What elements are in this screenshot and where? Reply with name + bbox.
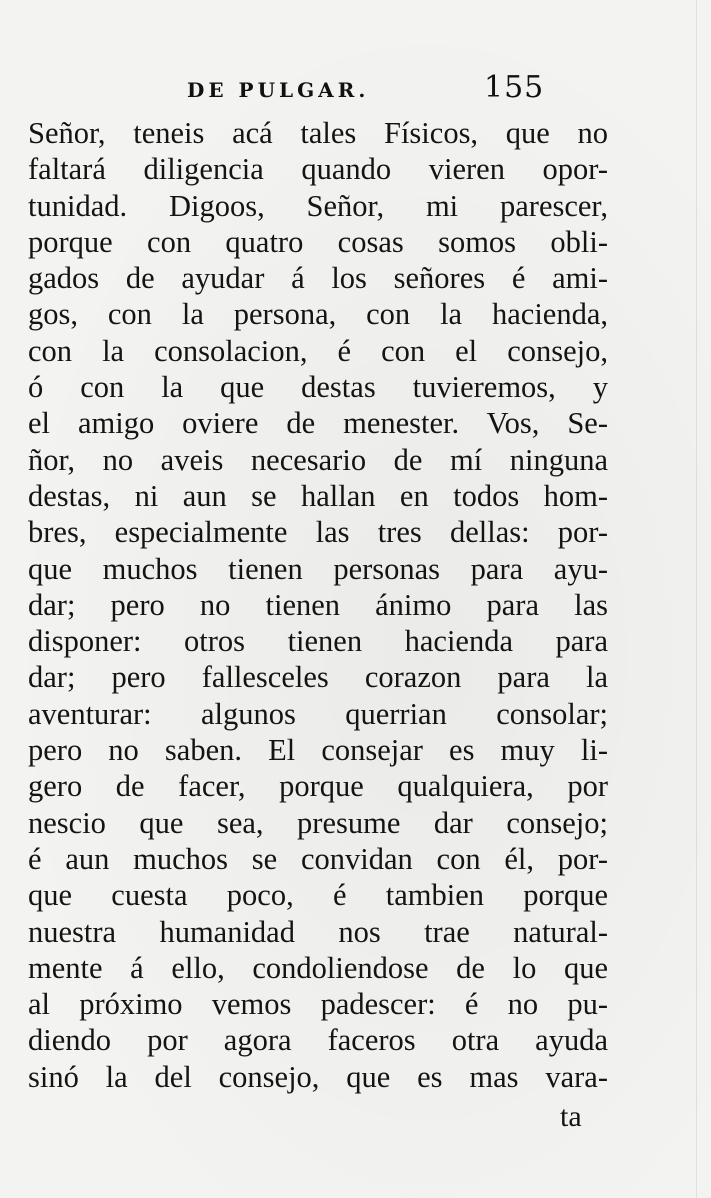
text-line: con la consolacion, é con el consejo, <box>28 333 608 368</box>
text-line: dar; pero fallesceles corazon para la <box>28 660 608 695</box>
text-line: que cuesta poco, é tambien porque <box>28 878 608 913</box>
text-line: ñor, no aveis necesario de mí ninguna <box>28 442 608 477</box>
text-line: que muchos tienen personas para ayu- <box>28 551 608 586</box>
text-line: aventurar: algunos querrian consolar; <box>28 696 608 731</box>
page-number: 155 <box>484 70 545 105</box>
body-text <box>28 115 608 1095</box>
text-line: bres, especialmente las tres dellas: por- <box>28 515 608 550</box>
text-line: Señor, teneis acá tales Físicos, que no <box>28 116 608 150</box>
text-line: al próximo vemos padescer: é no pu- <box>28 987 608 1022</box>
text-line: tunidad. Digoos, Señor, mi parescer, <box>28 188 608 223</box>
text-line: ó con la que destas tuvieremos, y <box>28 370 608 405</box>
text-line: sinó la del consejo, que es mas vara- <box>28 1059 608 1094</box>
page-edge-shadow <box>696 0 697 1198</box>
page-header <box>0 70 711 110</box>
text-line: el amigo oviere de menester. Vos, Se- <box>28 406 608 441</box>
text-line: mente á ello, condoliendose de lo que <box>28 950 608 985</box>
text-line: pero no saben. El consejar es muy li- <box>28 733 608 768</box>
running-head: DE PULGAR. <box>187 78 370 102</box>
text-line: nescio que sea, presume dar consejo; <box>28 805 608 840</box>
text-line: faltará diligencia quando vieren opor- <box>28 152 608 187</box>
text-line: dar; pero no tienen ánimo para las <box>28 587 608 622</box>
text-line: é aun muchos se convidan con él, por- <box>28 841 608 876</box>
text-line: porque con quatro cosas somos obli- <box>28 224 608 259</box>
text-line: disponer: otros tienen hacienda para <box>28 624 608 659</box>
text-line: gados de ayudar á los señores é ami- <box>28 261 608 296</box>
catchword: ta <box>560 1100 582 1133</box>
text-line: gero de facer, porque qualquiera, por <box>28 769 608 804</box>
text-line: nuestra humanidad nos trae natural- <box>28 914 608 949</box>
text-line: destas, ni aun se hallan en todos hom- <box>28 478 608 513</box>
text-line: diendo por agora faceros otra ayuda <box>28 1023 608 1058</box>
text-line: gos, con la persona, con la hacienda, <box>28 297 608 332</box>
